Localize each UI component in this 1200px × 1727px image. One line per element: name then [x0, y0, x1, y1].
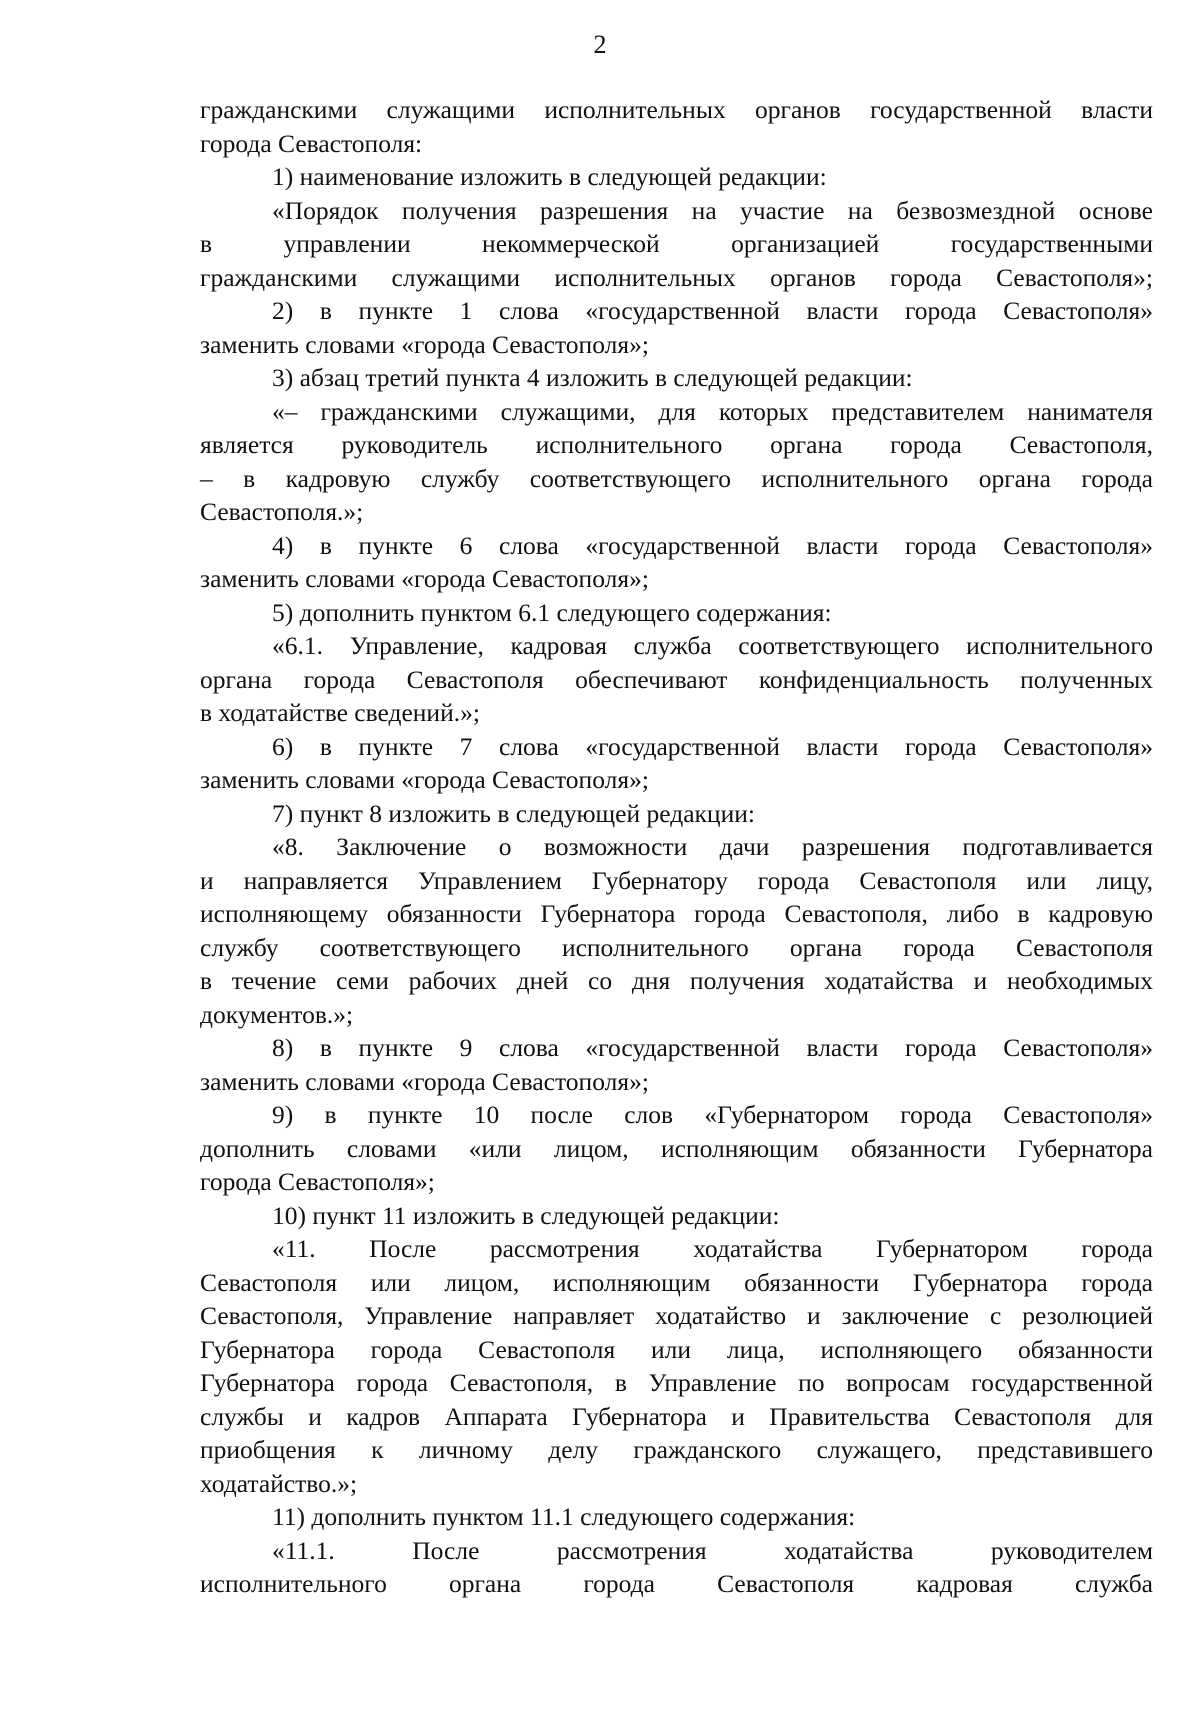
- text-line: 4) в пункте 6 слова «государственной власти города Севастополя»: [272, 530, 1153, 560]
- text-line: 10) пункт 11 изложить в следующей редакции:: [272, 1200, 780, 1230]
- text-line: ходатайство.»;: [200, 1468, 358, 1498]
- text-line: документов.»;: [200, 999, 354, 1029]
- text-line: 3) абзац третий пункта 4 изложить в следующей редакции:: [272, 363, 913, 392]
- text-line: – в кадровую службу соответствующего исполнительного органа города: [200, 463, 1153, 493]
- text-line: в управлении некоммерческой организацией государственными: [200, 229, 1153, 258]
- text-line: дополнить словами «или лицом, исполняющим обязанности Губернатора: [200, 1133, 1153, 1163]
- text-line: заменить словами «города Севастополя»;: [200, 765, 649, 794]
- text-line: 1) наименование изложить в следующей редакции:: [272, 162, 827, 191]
- text-line: «11.1. После рассмотрения ходатайства руководителем: [272, 1535, 1153, 1565]
- text-line: заменить словами «города Севастополя»;: [200, 1066, 649, 1096]
- text-line: «8. Заключение о возможности дачи разрешения подготавливается: [272, 832, 1153, 861]
- text-line: 8) в пункте 9 слова «государственной власти города Севастополя»: [272, 1033, 1153, 1062]
- text-line: 9) в пункте 10 после слов «Губернатором города Севастополя»: [272, 1100, 1153, 1129]
- text-line: Губернатора города Севастополя, в Управление по вопросам государственной: [200, 1368, 1153, 1397]
- text-line: «– гражданскими служащими, для которых представителем нанимателя: [272, 396, 1153, 426]
- text-line: Севастополя, Управление направляет ходатайство и заключение с резолюцией: [200, 1301, 1153, 1330]
- text-line: 7) пункт 8 изложить в следующей редакции:: [272, 798, 755, 828]
- text-line: Севастополя.»;: [200, 497, 364, 526]
- text-line: города Севастополя:: [200, 128, 423, 158]
- text-line: Губернатора города Севастополя или лица, исполняющего обязанности: [200, 1334, 1153, 1364]
- text-line: «6.1. Управление, кадровая служба соответствующего исполнительного: [272, 631, 1153, 660]
- text-line: службы и кадров Аппарата Губернатора и Правительства Севастополя для: [200, 1401, 1153, 1431]
- text-line: заменить словами «города Севастополя»;: [200, 329, 649, 359]
- text-line: исполняющему обязанности Губернатора города Севастополя, либо в кадровую: [200, 899, 1153, 928]
- text-line: 2) в пункте 1 слова «государственной власти города Севастополя»: [272, 296, 1153, 325]
- text-line: гражданскими служащими исполнительных органов города Севастополя»;: [200, 262, 1153, 292]
- text-line: «Порядок получения разрешения на участие на безвозмездной основе: [272, 195, 1153, 225]
- text-line: в ходатайстве сведений.»;: [200, 698, 480, 727]
- text-line: службу соответствующего исполнительного органа города Севастополя: [200, 932, 1153, 962]
- text-line: гражданскими служащими исполнительных органов государственной власти: [200, 95, 1153, 124]
- text-line: и направляется Управлением Губернатору города Севастополя или лицу,: [200, 865, 1153, 895]
- text-line: 5) дополнить пунктом 6.1 следующего содержания:: [272, 597, 832, 627]
- text-line: является руководитель исполнительного органа города Севастополя,: [200, 430, 1153, 459]
- document-body: [200, 93, 1153, 1601]
- text-line: 6) в пункте 7 слова «государственной власти города Севастополя»: [272, 731, 1153, 761]
- text-line: города Севастополя»;: [200, 1167, 435, 1196]
- text-line: 11) дополнить пунктом 11.1 следующего содержания:: [272, 1502, 856, 1531]
- text-line: Севастополя или лицом, исполняющим обязанности Губернатора города: [200, 1267, 1153, 1297]
- text-line: исполнительного органа города Севастополя кадровая служба: [200, 1569, 1153, 1598]
- text-line: органа города Севастополя обеспечивают конфиденциальность полученных: [200, 664, 1153, 694]
- text-line: заменить словами «города Севастополя»;: [200, 564, 649, 593]
- text-line: «11. После рассмотрения ходатайства Губернатором города: [272, 1234, 1153, 1263]
- text-line: в течение семи рабочих дней со дня получения ходатайства и необходимых: [200, 966, 1153, 995]
- text-line: приобщения к личному делу гражданского служащего, представившего: [200, 1435, 1153, 1464]
- page-number: 2: [593, 30, 607, 59]
